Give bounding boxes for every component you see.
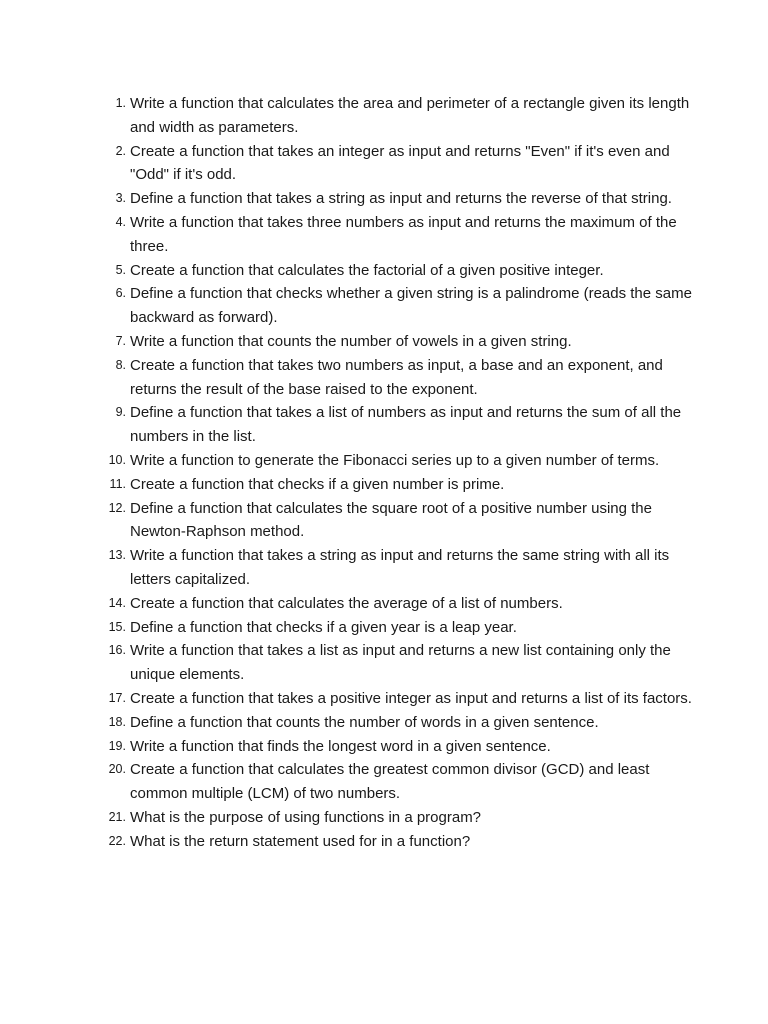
question-text: Define a function that checks whether a given string is a palindrome (reads the same backward as forward). [130, 285, 692, 327]
question-item [96, 401, 696, 449]
question-item [96, 616, 696, 640]
question-number: 4. [115, 214, 126, 229]
question-item [96, 330, 696, 354]
question-number: 19. [108, 738, 126, 753]
question-number: 1. [115, 96, 126, 110]
question-text: Write a function that finds the longest word in a given sentence. [130, 737, 551, 755]
question-number: 11. [109, 476, 126, 491]
question-text: Write a function that takes a list as input and returns a new list containing only the unique elements. [130, 642, 671, 684]
question-number: 13. [108, 548, 126, 563]
question-text: Define a function that takes a string as input and returns the reverse of that string. [130, 190, 672, 208]
question-text: Write a function that counts the number of vowels in a given string. [130, 332, 572, 350]
question-item [96, 282, 696, 330]
question-list [96, 92, 696, 854]
question-number: 16. [108, 643, 126, 658]
question-number: 17. [108, 690, 126, 705]
question-item [96, 187, 696, 211]
question-item [96, 473, 696, 497]
question-text: Create a function that calculates the factorial of a given positive integer. [130, 261, 604, 279]
question-number: 15. [108, 619, 126, 634]
question-number: 10. [108, 452, 126, 467]
question-number: 14. [108, 595, 126, 610]
question-number: 9. [115, 405, 126, 420]
question-text: Define a function that calculates the square root of a positive number using the Newton-Raphson method. [130, 499, 652, 541]
question-number: 18. [108, 714, 126, 729]
question-item [96, 711, 696, 735]
question-item [96, 211, 696, 259]
question-text: Write a function that takes three numbers as input and returns the maximum of the three. [130, 213, 677, 255]
question-number: 8. [115, 357, 126, 372]
question-item [96, 544, 696, 592]
question-text: Create a function that calculates the average of a list of numbers. [130, 594, 563, 612]
question-text: Create a function that checks if a given number is prime. [130, 475, 505, 493]
question-number: 22. [108, 833, 126, 848]
question-item [96, 354, 696, 402]
question-item [96, 639, 696, 687]
question-item [96, 806, 696, 830]
question-item [96, 735, 696, 759]
question-text: What is the return statement used for in a function? [130, 832, 471, 850]
question-text: Define a function that takes a list of numbers as input and returns the sum of all the numbers in the list. [130, 404, 682, 446]
question-text: Create a function that takes an integer as input and returns "Even" if it's even and "Odd" if it's odd. [130, 142, 670, 184]
question-text: Write a function that takes a string as input and returns the same string with all its letters capitalized. [130, 547, 670, 588]
question-item [96, 758, 696, 806]
question-item [96, 259, 696, 283]
question-item [96, 687, 696, 711]
question-item [96, 592, 696, 616]
question-number: 2. [115, 143, 126, 158]
question-number: 12. [108, 500, 126, 515]
question-number: 3. [115, 191, 126, 206]
question-number: 21. [108, 809, 126, 824]
question-text: What is the purpose of using functions in a program? [130, 808, 482, 826]
question-text: Define a function that counts the number of words in a given sentence. [130, 713, 599, 731]
question-number: 20. [108, 762, 126, 777]
question-number: 7. [115, 333, 126, 348]
question-item [96, 830, 696, 854]
question-text: Write a function to generate the Fibonacci series up to a given number of terms. [130, 451, 660, 469]
question-text: Create a function that takes a positive integer as input and returns a list of its factors. [130, 689, 692, 707]
question-number: 6. [115, 286, 126, 301]
question-text: Write a function that calculates the area and perimeter of a rectangle given its length and width as parameters. [130, 95, 690, 136]
question-text: Create a function that calculates the greatest common divisor (GCD) and least common multiple (LCM) of two numbers. [130, 761, 650, 803]
question-item [96, 140, 696, 188]
question-item [96, 449, 696, 473]
question-number: 5. [115, 262, 126, 277]
question-item [96, 92, 696, 140]
question-text: Create a function that takes two numbers as input, a base and an exponent, and returns the result of the base raised to the exponent. [130, 356, 663, 398]
question-item [96, 497, 696, 545]
question-text: Define a function that checks if a given year is a leap year. [130, 618, 517, 636]
